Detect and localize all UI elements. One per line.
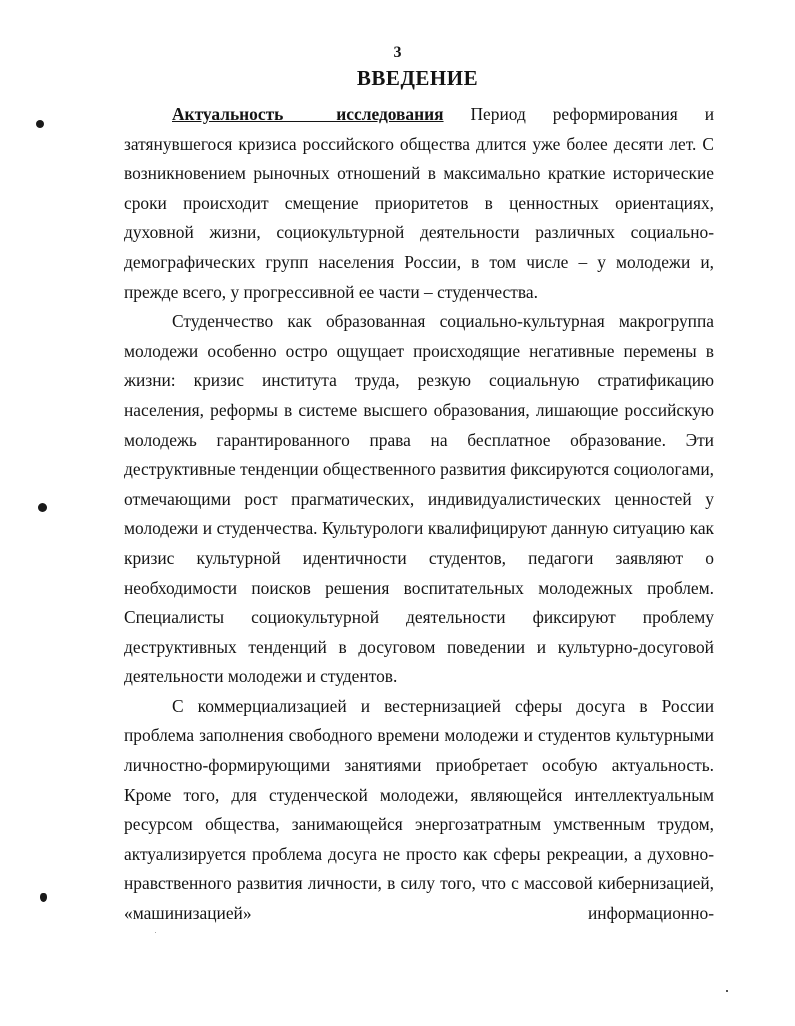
section-heading: ВВЕДЕНИЕ — [356, 66, 479, 90]
paragraph-text: Период реформирования и затянувшегося кризиса российского общества длится уже более десяти лет. С возникновением рыночных отношений в максимально краткие исторические сроки происходит смещение приоритетов в ценностных ориентациях, духовной жизни, социокультурной деятельности различных социально-демографических групп населения России, в том числе – у молодежи и, прежде всего, у прогрессивной ее части – студенчества. — [124, 104, 714, 302]
paragraph-students: Студенчество как образованная социально-культурная макрогруппа молодежи особенно остро ощущает происходящие негативные перемены в жизни: кризис института труда, резкую социальную стратификацию населения, реформы в системе высшего образования, лишающие российскую молодежь гарантированного права на бесплатное образование. Эти деструктивные тенденции общественного развития фиксируются социологами, отмечающими рост прагматических, индивидуалистических ценностей у молодежи и студенчества. Культурологи квалифицируют данную ситуацию как кризис культурной идентичности студентов, педагоги заявляют о необходимости поисков решения воспитательных молодежных проблем. Специалисты социокультурной деятельности фиксируют проблему деструктивных тенденций в досуговом поведении и культурно-досуговой деятельности молодежи и студентов. — [124, 311, 714, 687]
scan-mark — [38, 503, 47, 512]
paragraph-leisure: С коммерциализацией и вестернизацией сферы досуга в России проблема заполнения свободного времени молодежи и студентов культурными личностно-формирующими занятиями приобретает особую актуальность. Кроме того, для студенческой молодежи, являющейся интеллектуальным ресурсом общества, занимающейся энергозатратным умственным трудом, актуализируется проблема досуга не просто как сферы рекреации, а духовно-нравственного развития личности, в силу того, что с массовой кибернизацией, «машинизацией» информационно- — [124, 695, 714, 924]
scan-speck — [726, 990, 728, 992]
scan-mark — [40, 893, 47, 902]
page-number: 3 — [393, 44, 402, 61]
scan-mark — [36, 120, 44, 128]
scan-speck — [155, 932, 156, 933]
paragraph-relevance — [124, 100, 714, 307]
paragraph-lead: Актуальность исследования — [172, 104, 444, 124]
body-text — [124, 100, 714, 929]
